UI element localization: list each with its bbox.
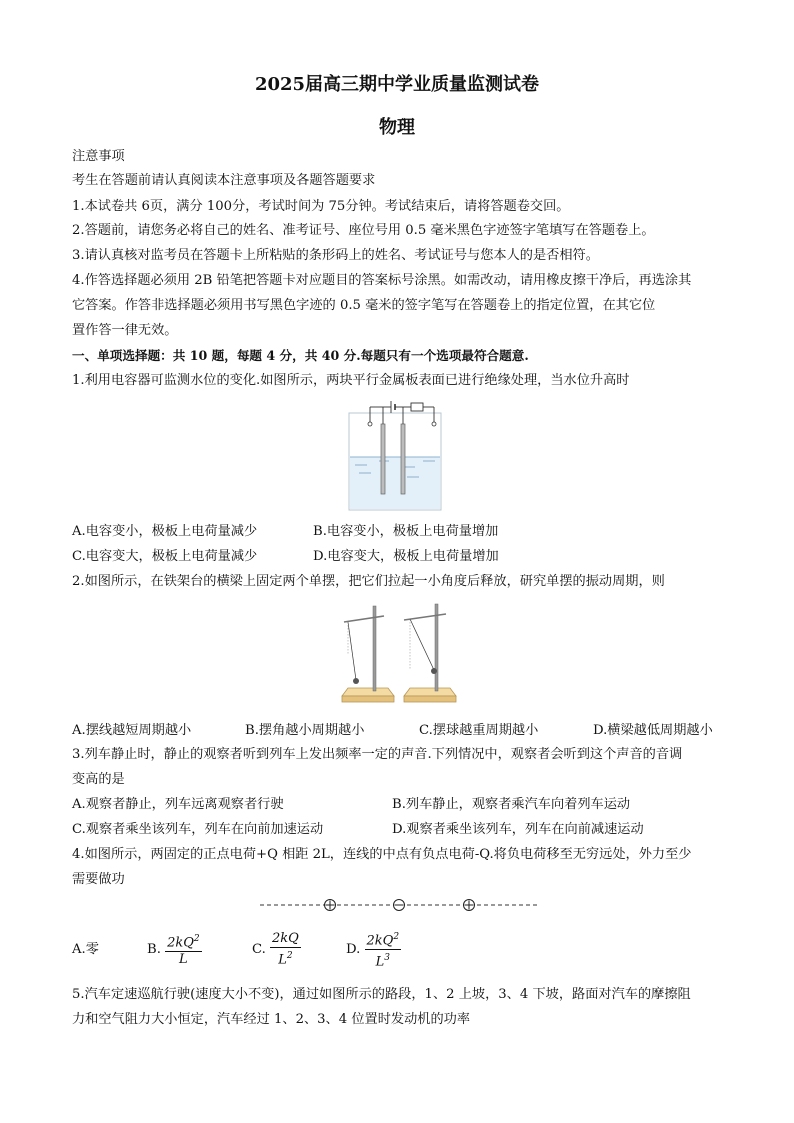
q1-option-c: C.电容变大，极板上电荷量减少 [72,549,258,564]
q1-option-b: B.电容变小，极板上电荷量增加 [313,524,499,539]
q4-option-c-fraction: $\frac{2kQ}{L^2}$ [272,930,299,968]
exam-title: 2025届高三期中学业质量监测试卷 [254,74,540,95]
pendulum-stands-figure [336,600,460,710]
notice-item-4-end: 置作答一律无效。 [72,323,178,338]
section-heading: 一、单项选择题：共 10 题，每题 4 分，共 40 分.每题只有一个选项最符合题意. [72,348,529,363]
q1-stem: 1.利用电容器可监测水位的变化.如图所示，两块平行金属板表面已进行绝缘处理，当水位升高时 [72,373,630,388]
notice-item-3: 3.请认真核对监考员在答题卡上所粘贴的条形码上的姓名、考试证号与您本人的是否相符。 [72,248,599,263]
notice-item-4-cont: 它答案。作答非选择题必须用书写黑色字迹的 0.5 毫米的签字笔写在答题卷上的指定位置，在其它位 [72,298,656,313]
q4-option-d [346,928,401,972]
q3-option-c: C.观察者乘坐该列车，列车在向前加速运动 [72,822,324,837]
q2-option-b: B.摆角越小周期越小 [245,723,365,738]
q1-option-d: D.电容变大，极板上电荷量增加 [313,549,499,564]
q4-option-b [147,928,202,972]
q4-option-d-label: D. [346,942,361,957]
q1-option-a: A.电容变小，极板上电荷量减少 [72,524,258,539]
q3-option-b: B.列车静止，观察者乘汽车向着列车运动 [392,797,631,812]
q4-stem-cont: 需要做功 [72,872,125,887]
q5-stem-cont: 力和空气阻力大小恒定，汽车经过 1、2、3、4 位置时发动机的功率 [72,1012,471,1027]
notice-item-2: 2.答题前，请您务必将自己的姓名、准考证号、座位号用 0.5 毫米黑色字迹签字笔填写在答题卷上。 [72,223,655,238]
q2-option-d: D.横梁越低周期越小 [593,723,713,738]
q4-option-b-label: B. [147,942,161,957]
capacitor-water-level-figure [345,399,445,512]
notice-intro: 考生在答题前请认真阅读本注意事项及各题答题要求 [72,173,376,188]
q4-option-c-label: C. [252,942,266,957]
q2-option-a: A.摆线越短周期越小 [72,723,192,738]
q2-option-c: C.摆球越重周期越小 [419,723,539,738]
q4-option-a: A.零 [72,942,99,957]
charges-line-figure [258,895,540,915]
q3-stem: 3.列车静止时，静止的观察者听到列车上发出频率一定的声音.下列情况中，观察者会听到这个声音的音调 [72,747,683,762]
notice-heading: 注意事项 [72,149,125,164]
q3-option-d: D.观察者乘坐该列车，列车在向前减速运动 [392,822,644,837]
q3-stem-cont: 变高的是 [72,772,125,787]
q3-option-a: A.观察者静止，列车远离观察者行驶 [72,797,284,812]
notice-item-1: 1.本试卷共 6页，满分 100分，考试时间为 75分钟。考试结束后，请将答题卷交回。 [72,199,570,214]
q5-stem: 5.汽车定速巡航行驶(速度大小不变)，通过如图所示的路段，1、2 上坡，3、4 下坡，路面对汽车的摩擦阻 [72,987,691,1002]
q4-stem: 4.如图所示，两固定的正点电荷+Q 相距 2L，连线的中点有负点电荷-Q.将负电荷移至无穷远处，外力至少 [72,847,692,862]
q2-stem: 2.如图所示，在铁架台的横梁上固定两个单摆，把它们拉起一小角度后释放，研究单摆的振动周期，则 [72,574,665,589]
subject-title: 物理 [379,117,415,138]
notice-item-4: 4.作答选择题必须用 2B 铅笔把答题卡对应题目的答案标号涂黑。如需改动，请用橡皮擦干净后，再选涂其 [72,273,692,288]
q4-option-d-fraction: $\frac{2kQ^2}{L^3}$ [365,929,402,971]
q4-option-c [252,928,301,972]
q4-option-b-fraction: $\frac{2kQ^2}{L}$ [165,931,202,968]
